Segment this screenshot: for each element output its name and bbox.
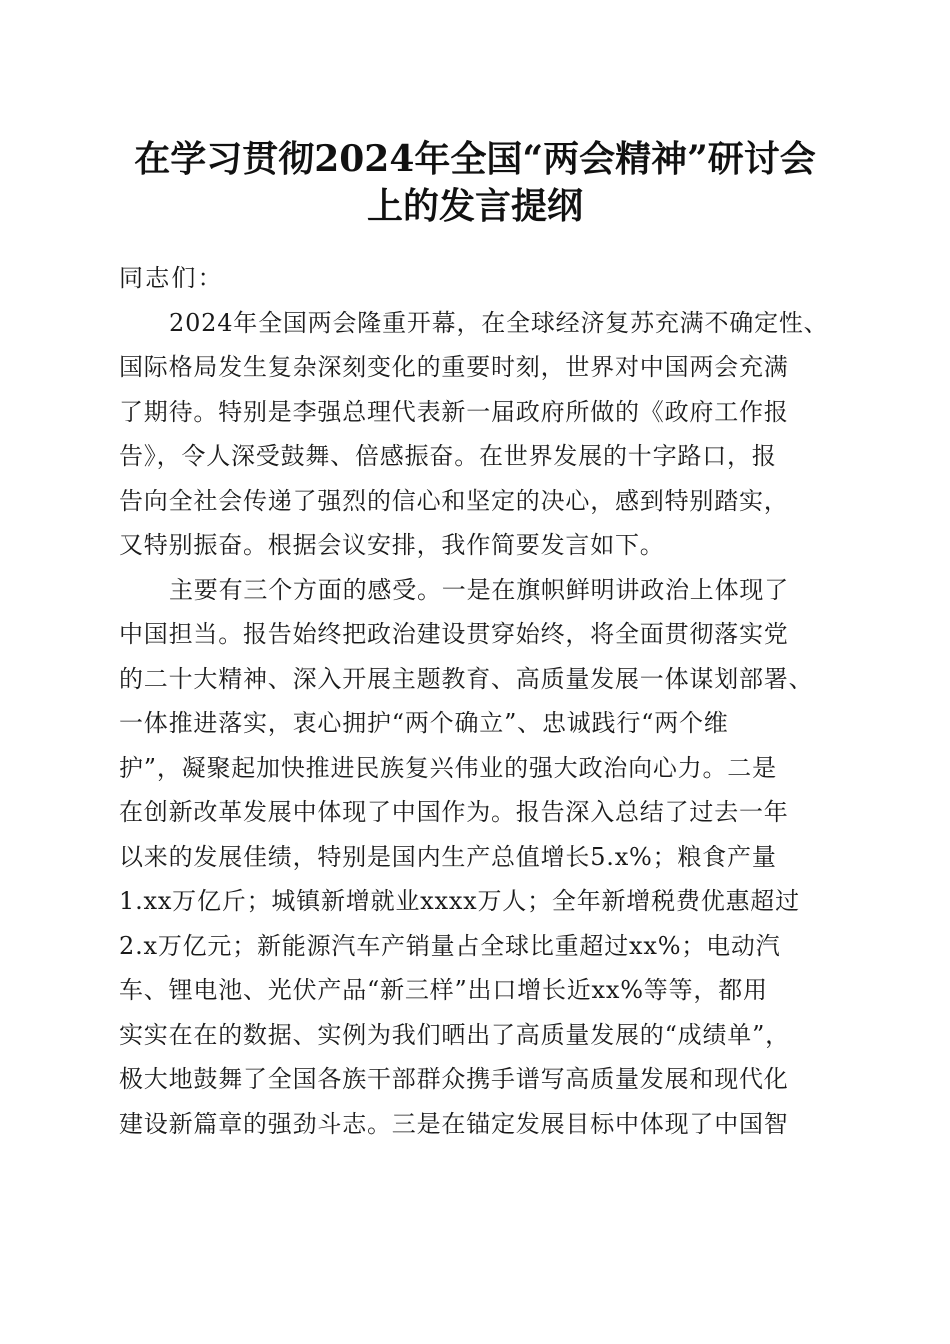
document-title bbox=[100, 136, 850, 230]
paragraph-2-line-7: 以来的发展佳绩，特别是国内生产总值增长5.x%；粮食产量 bbox=[119, 842, 777, 871]
paragraph-1-line-2: 国际格局发生复杂深刻变化的重要时刻，世界对中国两会充满 bbox=[119, 353, 789, 381]
paragraph-2-line-3: 的二十大精神、深入开展主题教育、高质量发展一体谋划部署、 bbox=[119, 664, 814, 693]
document-body bbox=[119, 256, 831, 1146]
paragraph-1-line-1: 2024年全国两会隆重开幕，在全球经济复苏充满不确定性、 bbox=[169, 308, 829, 337]
paragraph-2-line-5: 护”，凝聚起加快推进民族复兴伟业的强大政治向心力。二是 bbox=[119, 753, 777, 782]
paragraph-1-line-3: 了期待。特别是李强总理代表新一届政府所做的《政府工作报 bbox=[119, 397, 789, 426]
paragraph-2-line-13: 建设新篇章的强劲斗志。三是在锚定发展目标中体现了中国智 bbox=[119, 1109, 789, 1138]
paragraph-2-line-12: 极大地鼓舞了全国各族干部群众携手谱写高质量发展和现代化 bbox=[119, 1065, 789, 1093]
paragraph-2-line-9: 2.x万亿元；新能源汽车产销量占全球比重超过xx%；电动汽 bbox=[119, 931, 781, 960]
paragraph-2-line-6: 在创新改革发展中体现了中国作为。报告深入总结了过去一年 bbox=[119, 798, 789, 826]
paragraph-2-line-4: 一体推进落实，衷心拥护“两个确立”、忠诚践行“两个维 bbox=[119, 709, 729, 737]
paragraph-1-line-5: 告向全社会传递了强烈的信心和坚定的决心，感到特别踏实， bbox=[119, 486, 789, 515]
paragraph-2-line-2: 中国担当。报告始终把政治建设贯穿始终，将全面贯彻落实党 bbox=[119, 620, 789, 648]
paragraph-2-line-11: 实实在在的数据、实例为我们晒出了高质量发展的“成绩单”， bbox=[119, 1020, 790, 1049]
paragraph-1-line-4: 告》，令人深受鼓舞、倍感振奋。在世界发展的十字路口，报 bbox=[119, 442, 777, 470]
salutation: 同志们： bbox=[119, 264, 224, 292]
title-line-1: 在学习贯彻2024年全国“两会精神”研讨会 bbox=[134, 138, 816, 180]
title-line-2: 上的发言提纲 bbox=[366, 185, 583, 227]
paragraph-2-line-10: 车、锂电池、光伏产品“新三样”出口增长近xx%等等，都用 bbox=[119, 976, 768, 1004]
paragraph-2-line-1: 主要有三个方面的感受。一是在旗帜鲜明讲政治上体现了 bbox=[169, 575, 789, 604]
paragraph-1-line-6: 又特别振奋。根据会议安排，我作简要发言如下。 bbox=[119, 531, 665, 559]
paragraph-2-line-8: 1.xx万亿斤；城镇新增就业xxxx万人；全年新增税费优惠超过 bbox=[119, 887, 800, 915]
